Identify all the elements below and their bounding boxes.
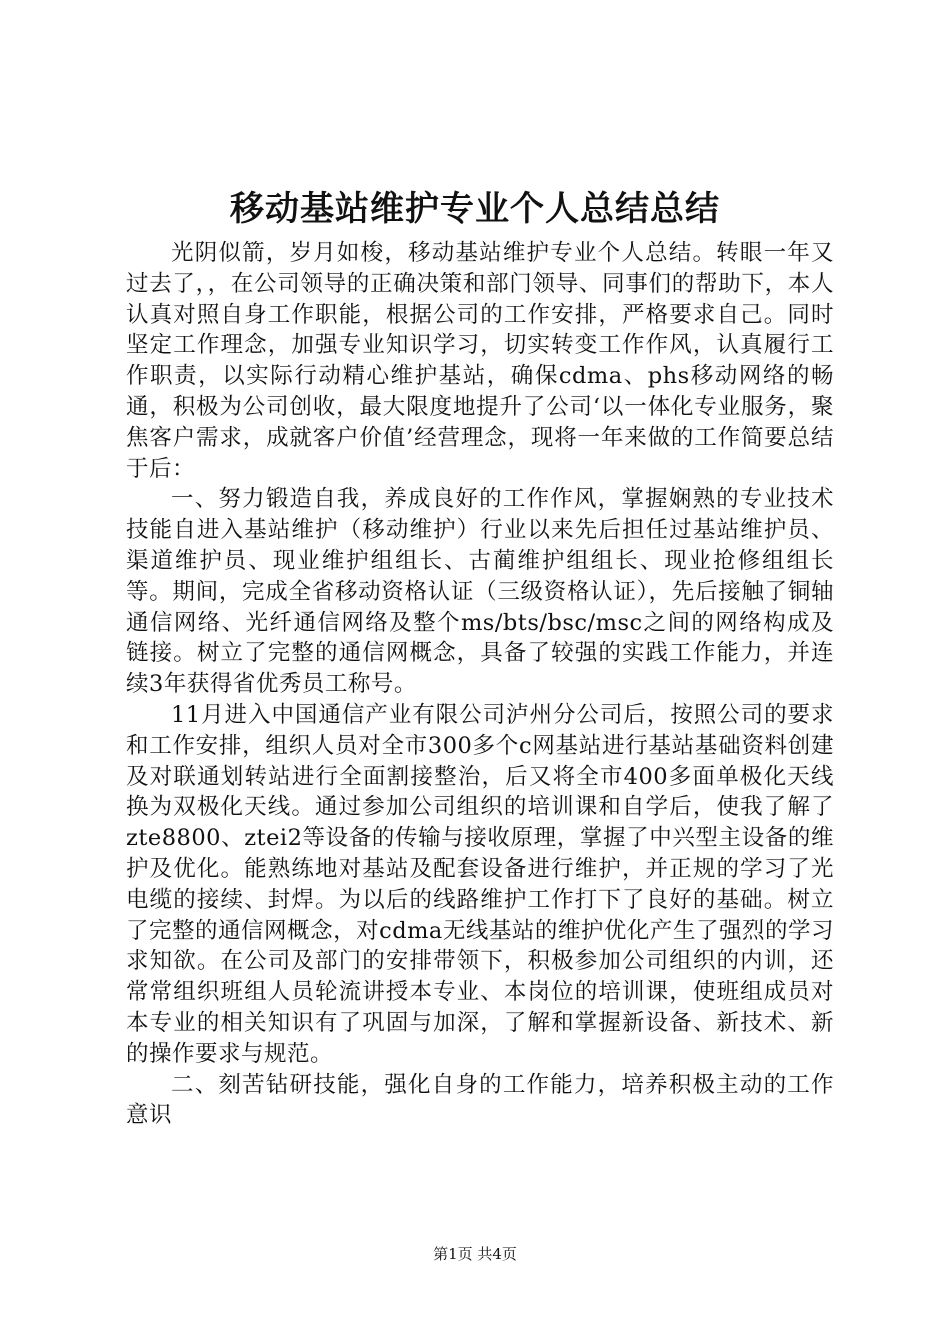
- document-title: 移动基站维护专业个人总结总结: [230, 189, 720, 229]
- page-footer: 第1页 共4页: [433, 1245, 517, 1263]
- paragraph-intro: 光阴似箭，岁月如梭，移动基站维护专业个人总结。转眼一年又过去了，，在公司领导的正确决策和部门领导、同事们的帮助下，本人认真对照自身工作职能，根据公司的工作安排，严格要求自己。同时坚定工作理念，加强专业知识学习，切实转变工作作风，认真履行工作职责，以实际行动精心维护基站，确保cdma、phs移动网络的畅通，积极为公司创收，最大限度地提升了公司‘以一体化专业服务，聚焦客户需求，成就客户价值’经营理念，现将一年来做的工作简要总结于后：: [126, 240, 834, 482]
- paragraph-november: 11月进入中国通信产业有限公司泸州分公司后，按照公司的要求和工作安排，组织人员对全市300多个c网基站进行基站基础资料创建及对联通划转站进行全面割接整治，后又将全市400多面单极化天线换为双极化天线。通过参加公司组织的培训课和自学后，使我了解了zte8800、ztei2等设备的传输与接收原理，掌握了中兴型主设备的维护及优化。能熟练地对基站及配套设备进行维护，并正规的学习了光电缆的接续、封焊。为以后的线路维护工作打下了良好的基础。树立了完整的通信网概念，对cdma无线基站的维护优化产生了强烈的学习求知欲。在公司及部门的安排带领下，积极参加公司组织的内训，还常常组织班组人员轮流讲授本专业、本岗位的培训课，使班组成员对本专业的相关知识有了巩固与加深，了解和掌握新设备、新技术、新的操作要求与规范。: [126, 701, 834, 1067]
- paragraph-section-one: 一、努力锻造自我，养成良好的工作作风，掌握娴熟的专业技术技能自进入基站维护（移动维护）行业以来先后担任过基站维护员、渠道维护员、现业维护组组长、古蔺维护组组长、现业抢修组组长等。期间，完成全省移动资格认证（三级资格认证），先后接触了铜轴通信网络、光纤通信网络及整个ms/bts/bsc/msc之间的网络构成及链接。树立了完整的通信网概念，具备了较强的实践工作能力，并连续3年获得省优秀员工称号。: [126, 486, 834, 698]
- paragraph-section-two: 二、刻苦钻研技能，强化自身的工作能力，培养积极主动的工作意识: [126, 1071, 834, 1129]
- document-body: [126, 238, 834, 1131]
